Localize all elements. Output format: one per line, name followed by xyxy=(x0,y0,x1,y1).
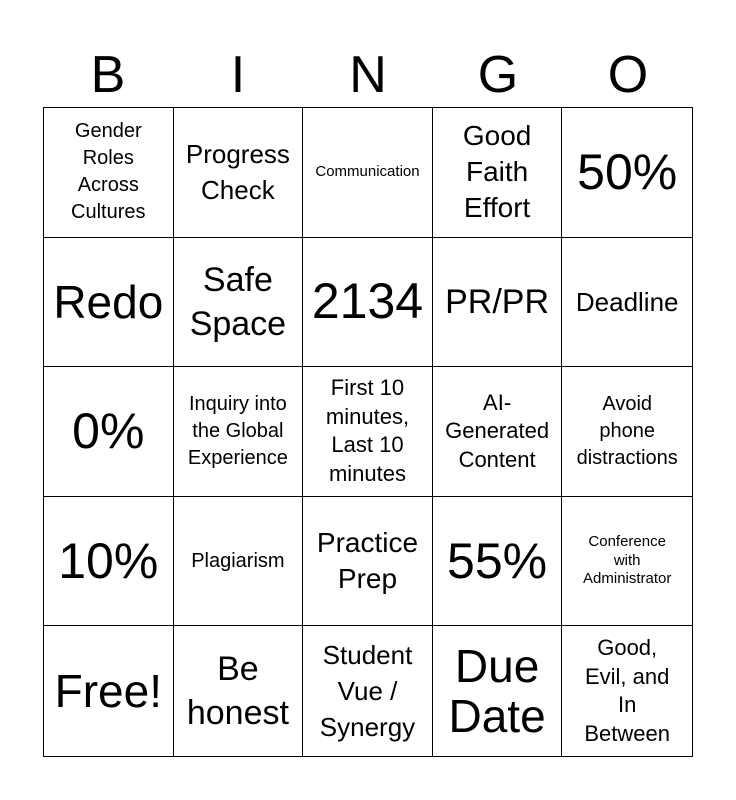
bingo-cell[interactable] xyxy=(44,367,174,497)
bingo-header xyxy=(43,44,693,106)
bingo-cell[interactable] xyxy=(562,367,692,497)
bingo-board xyxy=(43,107,693,757)
bingo-cell-label: Free! xyxy=(54,664,162,717)
bingo-cell[interactable] xyxy=(44,497,174,627)
bingo-cell[interactable] xyxy=(433,626,563,756)
bingo-cell[interactable] xyxy=(562,238,692,368)
bingo-cell[interactable] xyxy=(303,497,433,627)
bingo-cell-label: First 10 minutes, Last 10 minutes xyxy=(325,375,410,487)
bingo-cell-label: 2134 xyxy=(311,273,424,330)
bingo-cell-label: AI- Generated Content xyxy=(445,389,550,472)
header-letter-b: B xyxy=(90,46,126,104)
bingo-cell-label: Good Faith Effort xyxy=(462,119,532,224)
bingo-cell-label: 10% xyxy=(58,532,159,589)
bingo-cell-label: Communication xyxy=(315,162,420,180)
bingo-cell[interactable] xyxy=(174,497,304,627)
bingo-cell[interactable] xyxy=(433,497,563,627)
bingo-cell-label: Plagiarism xyxy=(191,549,285,572)
header-letter-i: I xyxy=(230,46,246,104)
bingo-cell-label: 50% xyxy=(577,143,678,200)
bingo-cell[interactable] xyxy=(174,108,304,238)
bingo-cell[interactable] xyxy=(562,497,692,627)
bingo-cell-label: 55% xyxy=(447,532,548,589)
bingo-cell-label: Safe Space xyxy=(189,260,287,343)
bingo-cell[interactable] xyxy=(44,238,174,368)
bingo-cell[interactable] xyxy=(433,108,563,238)
bingo-cell[interactable] xyxy=(562,626,692,756)
bingo-cell[interactable] xyxy=(433,238,563,368)
bingo-cell[interactable] xyxy=(303,108,433,238)
bingo-cell[interactable] xyxy=(174,367,304,497)
bingo-cell[interactable] xyxy=(174,626,304,756)
bingo-cell-label: Deadline xyxy=(575,286,679,317)
bingo-cell[interactable] xyxy=(303,238,433,368)
bingo-cell-label: Due Date xyxy=(448,639,546,743)
bingo-cell[interactable] xyxy=(174,238,304,368)
bingo-cell[interactable] xyxy=(44,626,174,756)
bingo-cell-label: 0% xyxy=(72,402,145,459)
bingo-cell[interactable] xyxy=(433,367,563,497)
bingo-cell-label: PR/PR xyxy=(445,282,550,321)
bingo-cell-label: Practice Prep xyxy=(316,526,419,595)
bingo-cell-label: Student Vue / Synergy xyxy=(319,639,416,743)
header-letter-o: O xyxy=(607,46,649,104)
header-letter-g: G xyxy=(477,46,519,104)
bingo-cell-label: Good, Evil, and In Between xyxy=(584,635,670,746)
bingo-cell-label: Progress Check xyxy=(185,138,290,206)
bingo-cell[interactable] xyxy=(303,367,433,497)
bingo-cell-label: Be honest xyxy=(186,650,289,733)
bingo-cell-label: Avoid phone distractions xyxy=(576,392,678,469)
bingo-cell[interactable] xyxy=(303,626,433,756)
bingo-cell[interactable] xyxy=(562,108,692,238)
bingo-cell[interactable] xyxy=(44,108,174,238)
bingo-cell-label: Conference with Administrator xyxy=(583,532,672,588)
bingo-cell-label: Redo xyxy=(53,275,164,328)
bingo-cell-label: Gender Roles Across Cultures xyxy=(71,120,146,224)
bingo-cell-label: Inquiry into the Global Experience xyxy=(187,392,288,469)
header-letter-n: N xyxy=(349,46,387,104)
